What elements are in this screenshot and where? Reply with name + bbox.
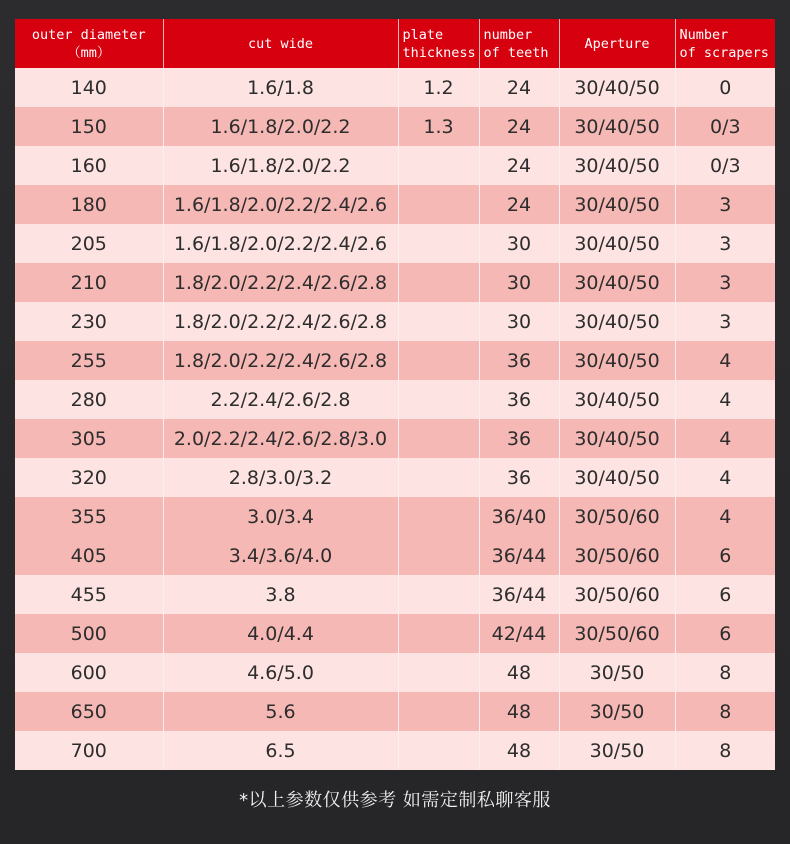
table-row [15, 458, 775, 497]
cell-cut-wide: 2.0/2.2/2.4/2.6/2.8/3.0 [163, 419, 398, 458]
table-row [15, 224, 775, 263]
cell-number-of-teeth: 36/44 [479, 536, 559, 575]
cell-number-of-scrapers: 4 [675, 419, 775, 458]
cell-plate-thickness [398, 458, 479, 497]
cell-plate-thickness [398, 731, 479, 770]
cell-aperture: 30/40/50 [559, 302, 675, 341]
table-header [15, 19, 775, 68]
cell-outer-diameter: 280 [15, 380, 163, 419]
cell-outer-diameter: 180 [15, 185, 163, 224]
cell-outer-diameter: 500 [15, 614, 163, 653]
header-number-of-scrapers: Number of scrapers [675, 19, 775, 68]
cell-number-of-scrapers: 6 [675, 536, 775, 575]
header-number-of-teeth: number of teeth [479, 19, 559, 68]
cell-aperture: 30/40/50 [559, 419, 675, 458]
cell-outer-diameter: 320 [15, 458, 163, 497]
cell-number-of-scrapers: 4 [675, 458, 775, 497]
table-row [15, 653, 775, 692]
cell-number-of-teeth: 30 [479, 302, 559, 341]
cell-aperture: 30/50 [559, 692, 675, 731]
cell-number-of-teeth: 48 [479, 692, 559, 731]
spec-table [15, 19, 775, 770]
cell-cut-wide: 6.5 [163, 731, 398, 770]
cell-number-of-teeth: 36/40 [479, 497, 559, 536]
table-row [15, 146, 775, 185]
cell-outer-diameter: 600 [15, 653, 163, 692]
cell-plate-thickness [398, 146, 479, 185]
cell-number-of-scrapers: 8 [675, 731, 775, 770]
table-row [15, 263, 775, 302]
cell-plate-thickness: 1.2 [398, 68, 479, 107]
cell-outer-diameter: 160 [15, 146, 163, 185]
table-row [15, 68, 775, 107]
cell-cut-wide: 2.2/2.4/2.6/2.8 [163, 380, 398, 419]
cell-aperture: 30/50 [559, 731, 675, 770]
cell-cut-wide: 1.8/2.0/2.2/2.4/2.6/2.8 [163, 263, 398, 302]
cell-cut-wide: 3.4/3.6/4.0 [163, 536, 398, 575]
cell-plate-thickness [398, 302, 479, 341]
cell-outer-diameter: 140 [15, 68, 163, 107]
cell-number-of-scrapers: 8 [675, 692, 775, 731]
cell-plate-thickness [398, 419, 479, 458]
cell-cut-wide: 1.6/1.8/2.0/2.2/2.4/2.6 [163, 185, 398, 224]
table-row [15, 614, 775, 653]
cell-cut-wide: 1.6/1.8 [163, 68, 398, 107]
table-body [15, 68, 775, 770]
cell-outer-diameter: 700 [15, 731, 163, 770]
cell-plate-thickness [398, 692, 479, 731]
cell-cut-wide: 1.8/2.0/2.2/2.4/2.6/2.8 [163, 302, 398, 341]
cell-cut-wide: 3.8 [163, 575, 398, 614]
table-row [15, 692, 775, 731]
cell-aperture: 30/50/60 [559, 575, 675, 614]
cell-number-of-teeth: 24 [479, 107, 559, 146]
cell-number-of-scrapers: 4 [675, 497, 775, 536]
cell-plate-thickness [398, 185, 479, 224]
cell-aperture: 30/40/50 [559, 185, 675, 224]
cell-number-of-scrapers: 4 [675, 380, 775, 419]
cell-number-of-scrapers: 8 [675, 653, 775, 692]
cell-aperture: 30/40/50 [559, 380, 675, 419]
cell-cut-wide: 4.6/5.0 [163, 653, 398, 692]
cell-outer-diameter: 150 [15, 107, 163, 146]
header-cut-wide: cut wide [163, 19, 398, 68]
cell-aperture: 30/40/50 [559, 68, 675, 107]
cell-number-of-scrapers: 0/3 [675, 107, 775, 146]
cell-outer-diameter: 210 [15, 263, 163, 302]
cell-number-of-scrapers: 0/3 [675, 146, 775, 185]
cell-plate-thickness [398, 575, 479, 614]
cell-number-of-scrapers: 3 [675, 263, 775, 302]
cell-plate-thickness [398, 263, 479, 302]
cell-outer-diameter: 230 [15, 302, 163, 341]
cell-number-of-scrapers: 3 [675, 185, 775, 224]
cell-number-of-teeth: 36 [479, 458, 559, 497]
table-row [15, 107, 775, 146]
cell-aperture: 30/40/50 [559, 263, 675, 302]
cell-plate-thickness [398, 224, 479, 263]
cell-outer-diameter: 650 [15, 692, 163, 731]
table-row [15, 185, 775, 224]
cell-number-of-teeth: 36 [479, 419, 559, 458]
cell-number-of-scrapers: 6 [675, 575, 775, 614]
cell-aperture: 30/40/50 [559, 146, 675, 185]
cell-aperture: 30/50/60 [559, 497, 675, 536]
cell-number-of-teeth: 36 [479, 341, 559, 380]
cell-number-of-teeth: 36/44 [479, 575, 559, 614]
cell-outer-diameter: 205 [15, 224, 163, 263]
cell-number-of-teeth: 24 [479, 146, 559, 185]
header-aperture: Aperture [559, 19, 675, 68]
cell-cut-wide: 3.0/3.4 [163, 497, 398, 536]
cell-cut-wide: 4.0/4.4 [163, 614, 398, 653]
cell-number-of-teeth: 24 [479, 68, 559, 107]
header-plate-thickness: plate thickness [398, 19, 479, 68]
footnote: *以上参数仅供参考 如需定制私聊客服 [239, 790, 551, 811]
table-row [15, 302, 775, 341]
cell-plate-thickness [398, 497, 479, 536]
cell-number-of-teeth: 48 [479, 653, 559, 692]
cell-number-of-teeth: 30 [479, 224, 559, 263]
header-outer-diameter: outer diameter （mm） [15, 19, 163, 68]
table-row [15, 536, 775, 575]
cell-cut-wide: 2.8/3.0/3.2 [163, 458, 398, 497]
cell-outer-diameter: 405 [15, 536, 163, 575]
cell-cut-wide: 5.6 [163, 692, 398, 731]
cell-outer-diameter: 255 [15, 341, 163, 380]
table-row [15, 419, 775, 458]
cell-number-of-teeth: 42/44 [479, 614, 559, 653]
cell-outer-diameter: 355 [15, 497, 163, 536]
cell-aperture: 30/40/50 [559, 107, 675, 146]
cell-number-of-scrapers: 6 [675, 614, 775, 653]
cell-number-of-teeth: 48 [479, 731, 559, 770]
cell-aperture: 30/50/60 [559, 614, 675, 653]
header-row [15, 19, 775, 68]
cell-number-of-scrapers: 4 [675, 341, 775, 380]
cell-aperture: 30/40/50 [559, 458, 675, 497]
cell-aperture: 30/40/50 [559, 224, 675, 263]
table-row [15, 575, 775, 614]
cell-outer-diameter: 455 [15, 575, 163, 614]
cell-outer-diameter: 305 [15, 419, 163, 458]
cell-cut-wide: 1.6/1.8/2.0/2.2 [163, 107, 398, 146]
cell-number-of-teeth: 24 [479, 185, 559, 224]
cell-number-of-teeth: 30 [479, 263, 559, 302]
cell-plate-thickness [398, 536, 479, 575]
cell-cut-wide: 1.6/1.8/2.0/2.2 [163, 146, 398, 185]
table-row [15, 731, 775, 770]
cell-number-of-teeth: 36 [479, 380, 559, 419]
cell-plate-thickness: 1.3 [398, 107, 479, 146]
table-row [15, 497, 775, 536]
table-row [15, 341, 775, 380]
cell-plate-thickness [398, 614, 479, 653]
table-row [15, 380, 775, 419]
cell-aperture: 30/40/50 [559, 341, 675, 380]
cell-number-of-scrapers: 3 [675, 302, 775, 341]
cell-aperture: 30/50/60 [559, 536, 675, 575]
cell-cut-wide: 1.8/2.0/2.2/2.4/2.6/2.8 [163, 341, 398, 380]
cell-number-of-scrapers: 3 [675, 224, 775, 263]
cell-plate-thickness [398, 380, 479, 419]
cell-cut-wide: 1.6/1.8/2.0/2.2/2.4/2.6 [163, 224, 398, 263]
cell-aperture: 30/50 [559, 653, 675, 692]
cell-number-of-scrapers: 0 [675, 68, 775, 107]
cell-plate-thickness [398, 341, 479, 380]
cell-plate-thickness [398, 653, 479, 692]
